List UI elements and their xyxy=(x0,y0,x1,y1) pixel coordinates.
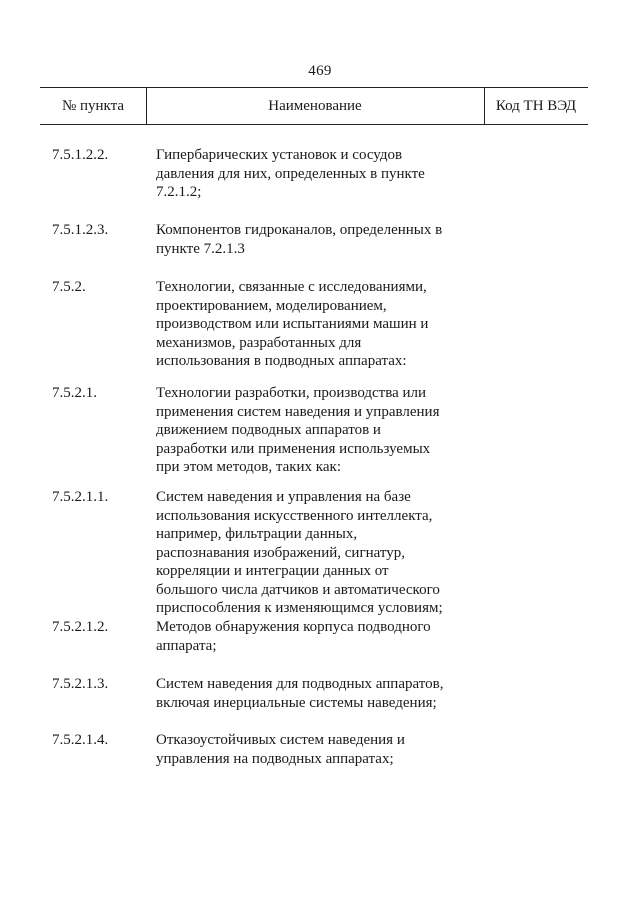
item-number: 7.5.2.1.2. xyxy=(52,619,109,635)
item-text: Гипербарических установок и сосудов давления для них, определенных в пункте 7.2.1.2; xyxy=(156,147,425,200)
item-number: 7.5.2.1.4. xyxy=(52,732,109,748)
page-number: 469 xyxy=(308,63,332,79)
item-number: 7.5.2.1.3. xyxy=(52,676,109,692)
item-text: Технологии, связанные с исследованиями, проектированием, моделированием, производством или испытаниями машин и механизмов, разработанных для использования в подводных аппаратах: xyxy=(156,279,429,369)
item-number: 7.5.2. xyxy=(52,279,86,295)
column-header-item-number: № пункта xyxy=(61,97,125,114)
item-text: Систем наведения для подводных аппаратов, включая инерциальные системы наведения; xyxy=(156,676,444,711)
column-header-code: Код ТН ВЭД xyxy=(495,97,577,114)
item-number: 7.5.2.1.1. xyxy=(52,489,109,505)
column-header-name: Наименование xyxy=(268,97,362,114)
item-text: Отказоустойчивых систем наведения и управления на подводных аппаратах; xyxy=(156,732,405,767)
item-number: 7.5.1.2.3. xyxy=(52,222,109,238)
item-text: Компонентов гидроканалов, определенных в пункте 7.2.1.3 xyxy=(156,222,443,257)
item-text: Систем наведения и управления на базе использования искусственного интеллекта, например, фильтрации данных, распознавания изображений, сигнатур, корреляции и интеграции данных от большого числа датчиков и автоматического приспособления к изменяющимся условиям; xyxy=(156,489,443,616)
item-text: Технологии разработки, производства или применения систем наведения и управления движением подводных аппаратов и разработки или применения используемых при этом методов, таких как: xyxy=(156,385,440,475)
item-number: 7.5.2.1. xyxy=(52,385,97,401)
item-text: Методов обнаружения корпуса подводного аппарата; xyxy=(156,619,431,654)
table-header xyxy=(40,87,588,125)
item-number: 7.5.1.2.2. xyxy=(52,147,109,163)
